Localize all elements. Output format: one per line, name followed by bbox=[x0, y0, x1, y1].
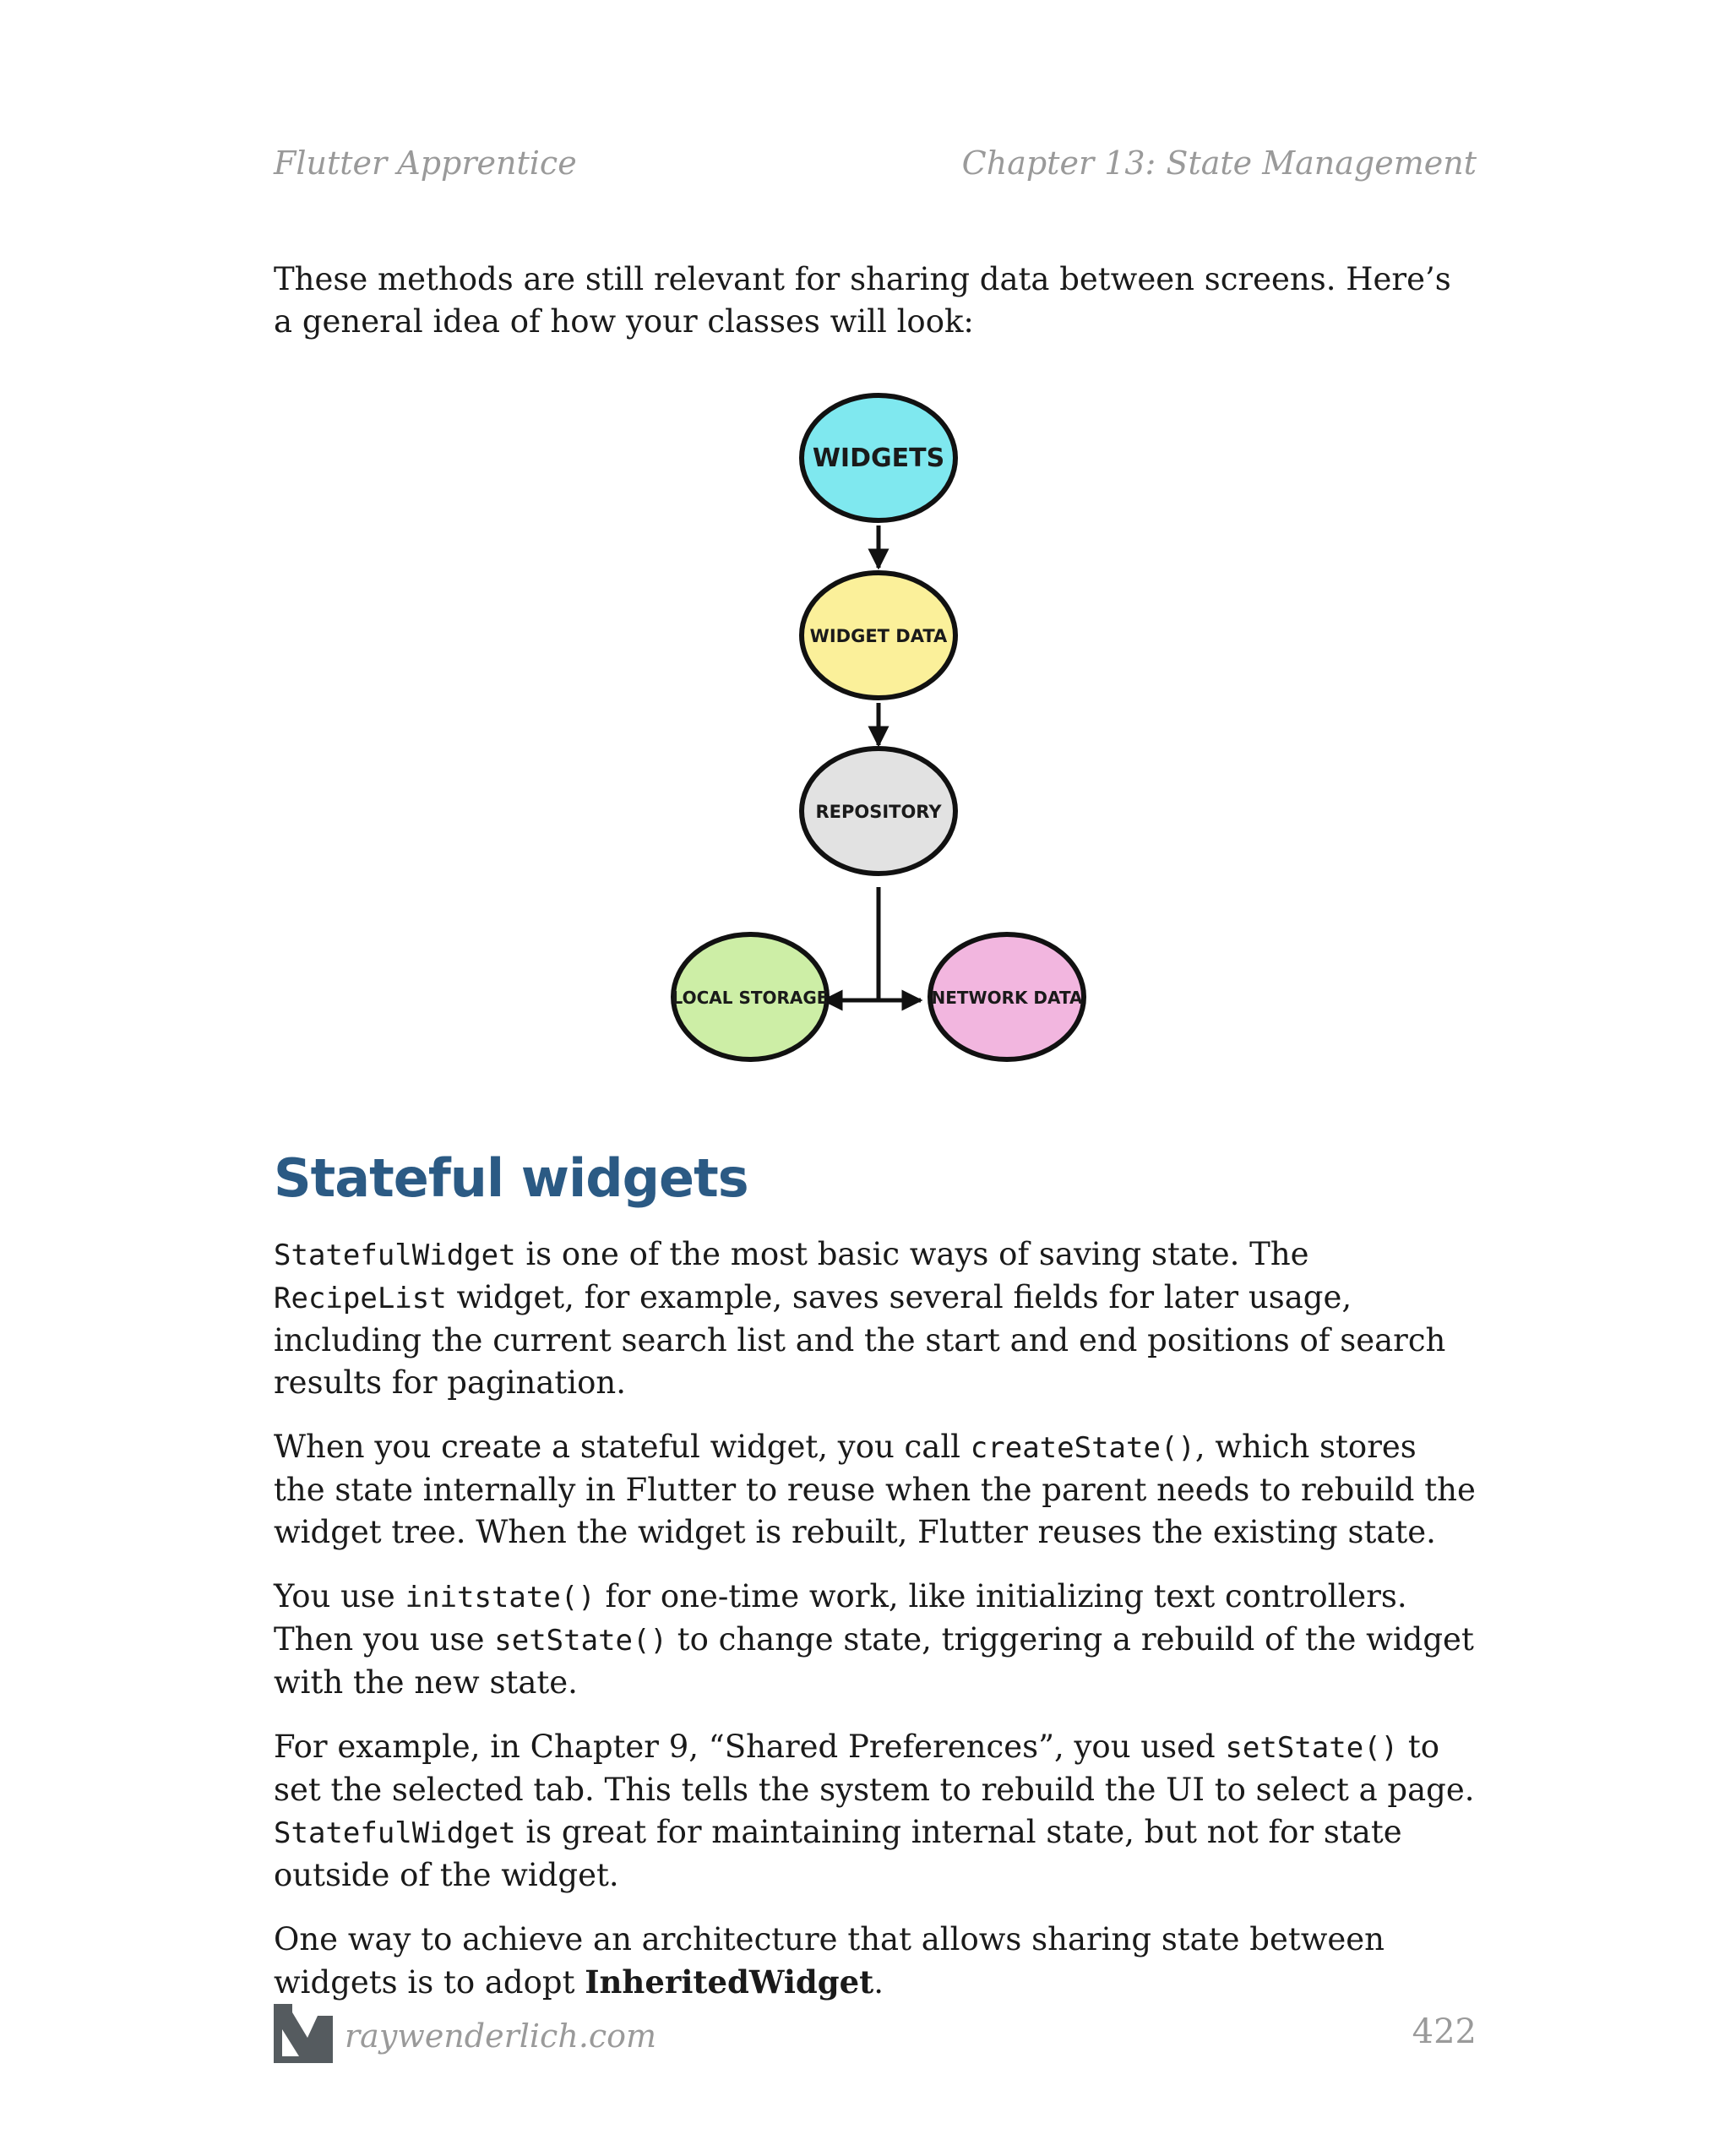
text-run: is one of the most basic ways of saving state. The bbox=[515, 1236, 1309, 1272]
node-repository bbox=[802, 749, 955, 874]
section-heading: Stateful widgets bbox=[274, 1147, 748, 1209]
node-network-data bbox=[930, 934, 1084, 1059]
inline-code: setState() bbox=[494, 1624, 667, 1658]
node-repository-label: REPOSITORY bbox=[815, 802, 942, 822]
paragraph-2 bbox=[274, 1426, 1477, 1554]
text-run: . bbox=[873, 1964, 884, 2001]
text-run: You use bbox=[274, 1578, 405, 1614]
text-run: to change state, triggering a rebuild of the widget with the new state. bbox=[274, 1621, 1474, 1701]
text-run: to set the selected tab. This tells the system to rebuild the UI to select a page. bbox=[274, 1729, 1475, 1808]
bold-term: InheritedWidget bbox=[585, 1963, 874, 2001]
text-run: One way to achieve an architecture that allows sharing state between widgets is to adopt bbox=[274, 1921, 1385, 2001]
text-run: For example, in Chapter 9, “Shared Preferences”, you used bbox=[274, 1729, 1226, 1765]
inline-code: StatefulWidget bbox=[274, 1816, 516, 1850]
node-widgets-label: WIDGETS bbox=[812, 444, 945, 473]
page-footer bbox=[274, 2004, 1477, 2072]
node-widget-data-label: WIDGET DATA bbox=[809, 626, 948, 646]
raywenderlich-logo-icon bbox=[274, 2004, 333, 2063]
book-title: Flutter Apprentice bbox=[274, 144, 577, 182]
inline-code: setState() bbox=[1225, 1731, 1399, 1765]
inline-code: StatefulWidget bbox=[274, 1239, 516, 1272]
node-widgets bbox=[802, 395, 955, 520]
text-run: , which stores the state internally in Flutter to reuse when the parent needs to rebuild the widget tree. When the widget is rebuilt, Flutter reuses the existing state. bbox=[274, 1429, 1476, 1550]
node-local-storage-label: LOCAL STORAGE bbox=[672, 988, 829, 1008]
node-local-storage bbox=[672, 934, 829, 1059]
chapter-title: Chapter 13: State Management bbox=[961, 144, 1477, 182]
site-name: raywenderlich.com bbox=[345, 2017, 657, 2055]
page-number: 422 bbox=[1412, 2012, 1477, 2051]
text-run: When you create a stateful widget, you call bbox=[274, 1429, 971, 1465]
intro-paragraph: These methods are still relevant for sharing data between screens. Here’s a general idea of how your classes will look: bbox=[274, 261, 1451, 340]
running-header bbox=[274, 142, 1477, 184]
inline-code: createState() bbox=[970, 1431, 1195, 1465]
paragraph-1 bbox=[274, 1233, 1477, 1404]
text-run: for one-time work, like initializing text controllers. Then you use bbox=[274, 1578, 1407, 1658]
node-network-data-label: NETWORK DATA bbox=[931, 988, 1083, 1008]
paragraph-4 bbox=[274, 1726, 1477, 1897]
inline-code: RecipeList bbox=[274, 1282, 447, 1315]
inline-code: initstate() bbox=[405, 1581, 596, 1614]
architecture-diagram bbox=[642, 382, 1115, 1083]
section-body bbox=[274, 1233, 1477, 2026]
text-run: widget, for example, saves several fields for later usage, including the current search list and the start and end positions of search results for pagination. bbox=[274, 1279, 1446, 1401]
node-widget-data bbox=[802, 573, 955, 698]
text-run: is great for maintaining internal state, but not for state outside of the widget. bbox=[274, 1814, 1402, 1893]
paragraph-5 bbox=[274, 1919, 1477, 2004]
paragraph-3 bbox=[274, 1576, 1477, 1704]
